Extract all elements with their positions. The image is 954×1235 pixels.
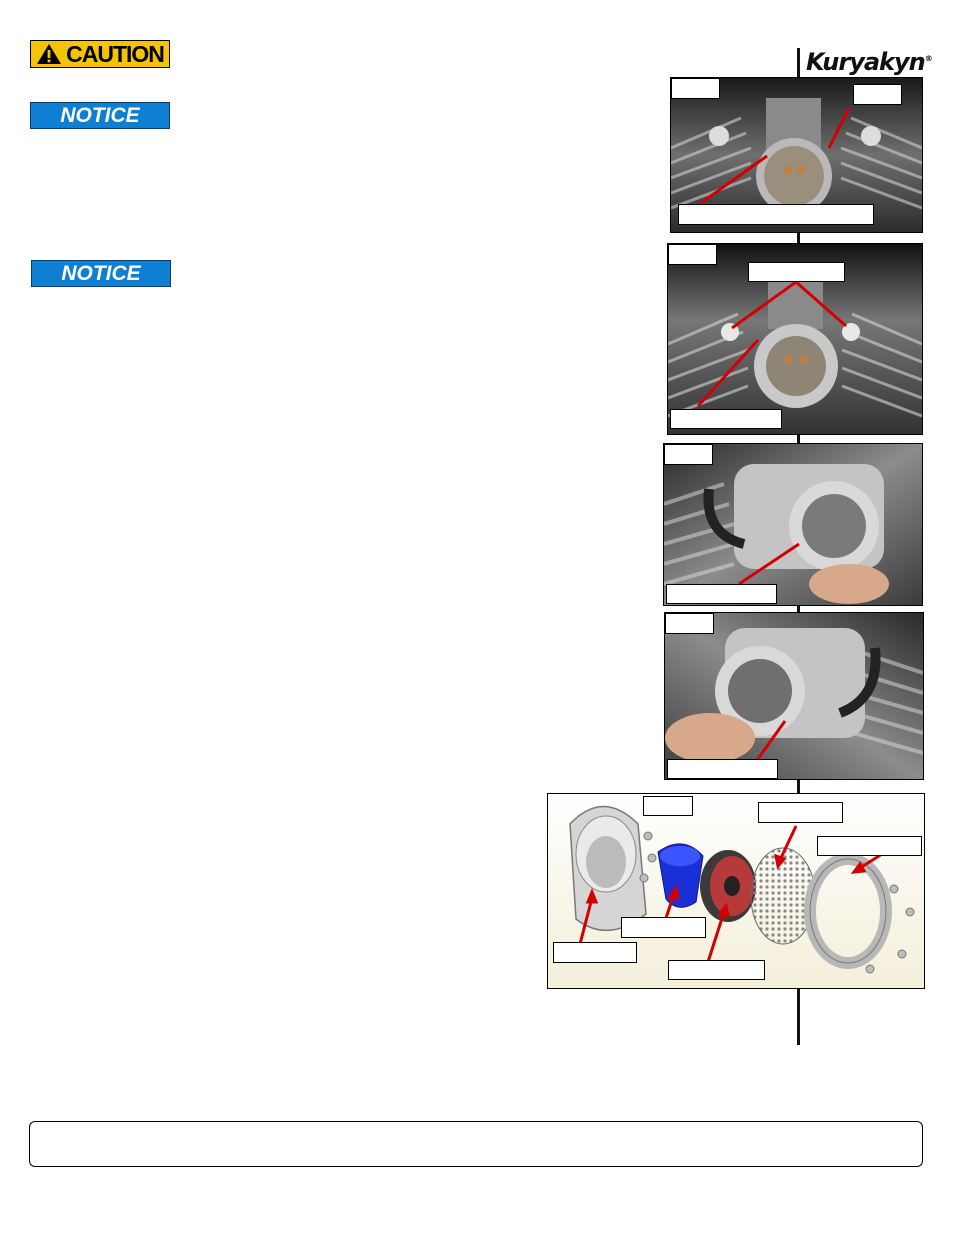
diagram-label-box xyxy=(553,942,637,963)
registered-mark: ® xyxy=(924,54,932,63)
photo-label-box xyxy=(671,78,720,99)
photo-label-box xyxy=(666,584,777,604)
caution-badge xyxy=(30,40,170,68)
photo-label-box xyxy=(670,409,782,429)
brand-logo xyxy=(806,48,932,76)
footer-note-box xyxy=(29,1121,923,1167)
photo-label-box xyxy=(678,204,874,225)
diagram-label-box xyxy=(758,802,843,823)
brand-logo-text: Kuryakyn xyxy=(806,48,925,76)
diagram-label-box xyxy=(621,917,706,938)
notice-badge-2: NOTICE xyxy=(31,260,171,287)
photo-step-4 xyxy=(664,612,924,780)
vertical-rule xyxy=(797,48,800,78)
photo-label-box xyxy=(664,444,713,465)
warning-triangle-icon xyxy=(36,43,62,65)
photo-step-1 xyxy=(670,77,923,233)
caution-label: CAUTION xyxy=(66,40,164,67)
photo-label-box xyxy=(668,244,717,265)
photo-label-box xyxy=(667,759,778,779)
vertical-rule xyxy=(797,779,800,793)
photo-step-2 xyxy=(667,243,923,435)
notice-badge-1: NOTICE xyxy=(30,102,170,129)
photo-step-3 xyxy=(663,443,923,606)
diagram-label-box xyxy=(643,796,693,816)
photo-label-box xyxy=(665,613,714,634)
photo-label-box xyxy=(853,84,902,105)
photo-label-box xyxy=(748,262,845,282)
vertical-rule xyxy=(797,988,800,1045)
parts-exploded-diagram xyxy=(547,793,925,989)
diagram-label-box xyxy=(668,960,765,980)
diagram-label-box xyxy=(817,836,922,856)
